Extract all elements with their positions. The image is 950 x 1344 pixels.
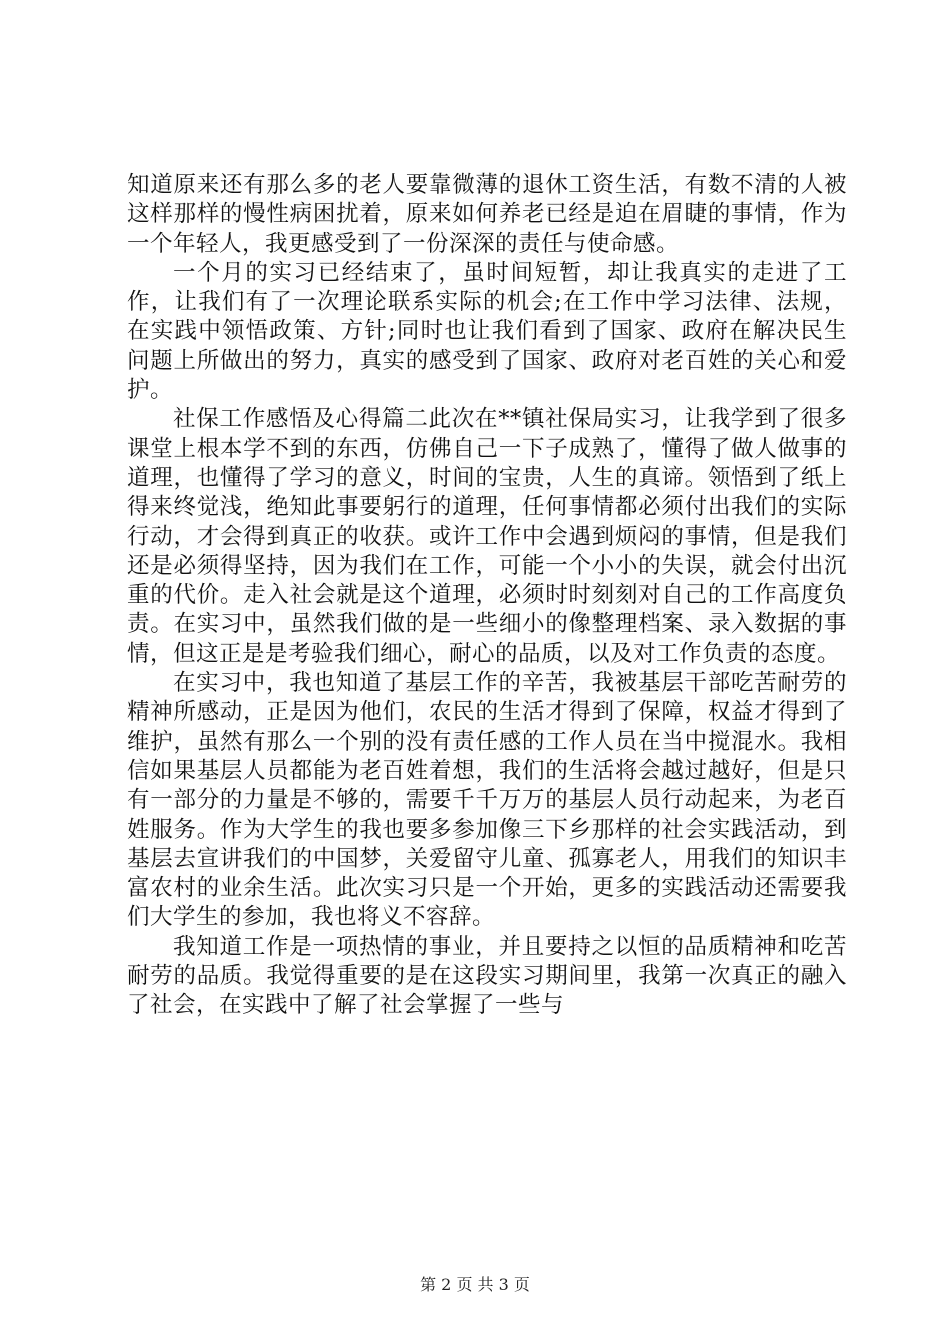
paragraph-2: 一个月的实习已经结束了，虽时间短暂，却让我真实的走进了工作，让我们有了一次理论联系实际的机会;在工作中学习法律、法规，在实践中领悟政策、方针;同时也让我们看到了国家、政府在解决民生问题上所做出的努力，真实的感受到了国家、政府对老百姓的关心和爱护。: [127, 259, 847, 404]
paragraph-3: 社保工作感悟及心得篇二此次在**镇社保局实习，让我学到了很多课堂上根本学不到的东西，仿佛自己一下子成熟了，懂得了做人做事的道理，也懂得了学习的意义，时间的宝贵，人生的真谛。领悟到了纸上得来终觉浅，绝知此事要躬行的道理，任何事情都必须付出我们的实际行动，才会得到真正的收获。或许工作中会遇到烦闷的事情，但是我们还是必须得坚持，因为我们在工作，可能一个小小的失误，就会付出沉重的代价。走入社会就是这个道理，必须时时刻刻对自己的工作高度负责。在实习中，虽然我们做的是一些细小的像整理档案、录入数据的事情，但这正是是考验我们细心，耐心的品质，以及对工作负责的态度。: [127, 406, 847, 667]
page-footer: [0, 1275, 950, 1295]
paragraph-4: 在实习中，我也知道了基层工作的辛苦，我被基层干部吃苦耐劳的精神所感动，正是因为他们，农民的生活才得到了保障，权益才得到了维护，虽然有那么一个别的没有责任感的工作人员在当中搅混水。我相信如果基层人员都能为老百姓着想，我们的生活将会越过越好，但是只有一部分的力量是不够的，需要千千万万的基层人员行动起来，为老百姓服务。作为大学生的我也要多参加像三下乡那样的社会实践活动，到基层去宣讲我们的中国梦，关爱留守儿童、孤寡老人，用我们的知识丰富农村的业余生活。此次实习只是一个开始，更多的实践活动还需要我们大学生的参加，我也将义不容辞。: [127, 670, 847, 931]
document-body: [127, 171, 847, 1021]
page-number-label: 第 2 页 共 3 页: [420, 1275, 530, 1294]
paragraph-1: 知道原来还有那么多的老人要靠微薄的退休工资生活，有数不清的人被这样那样的慢性病困扰着，原来如何养老已经是迫在眉睫的事情，作为一个年轻人，我更感受到了一份深深的责任与使命感。: [127, 172, 847, 257]
paragraph-5: 我知道工作是一项热情的事业，并且要持之以恒的品质精神和吃苦耐劳的品质。我觉得重要的是在这段实习期间里，我第一次真正的融入了社会，在实践中了解了社会掌握了一些与: [127, 933, 847, 1019]
